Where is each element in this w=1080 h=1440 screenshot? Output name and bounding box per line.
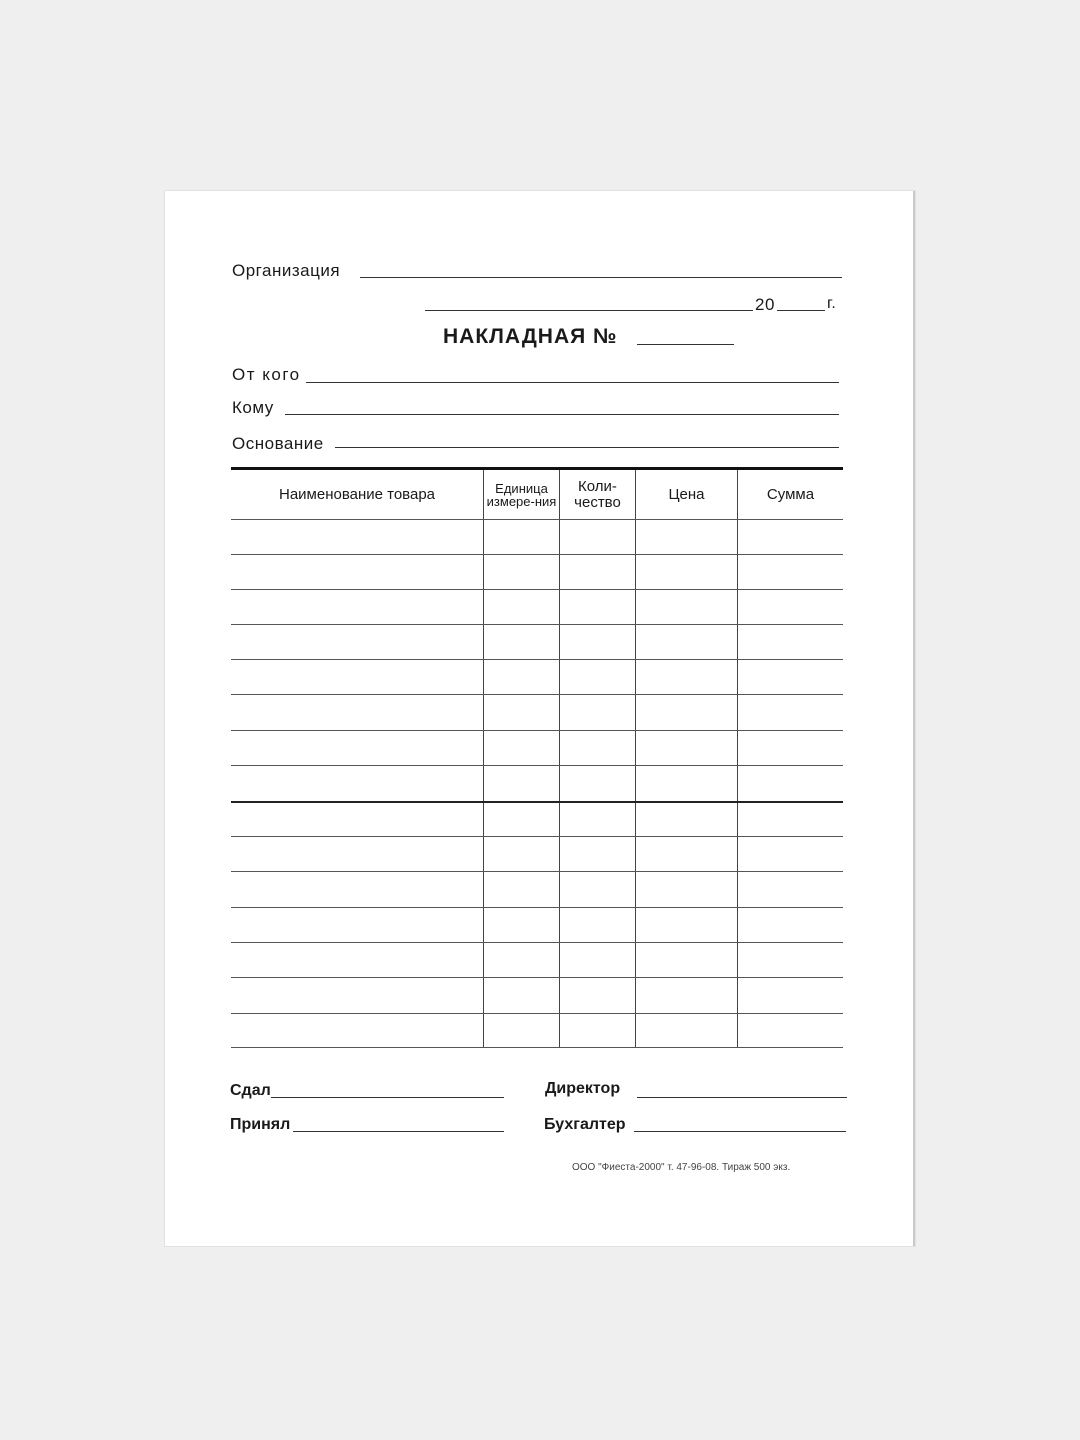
column-header-quantity: Коли-чество xyxy=(574,478,621,511)
column-divider xyxy=(483,470,484,1048)
goods-table xyxy=(231,467,843,1049)
table-row[interactable] xyxy=(231,977,843,978)
column-divider xyxy=(559,470,560,1048)
table-row[interactable] xyxy=(231,942,843,943)
table-row[interactable] xyxy=(231,659,843,660)
column-header-unit: Единица измере-ния xyxy=(486,481,557,509)
column-divider xyxy=(737,470,738,1048)
table-row[interactable] xyxy=(231,907,843,908)
column-header-sum: Сумма xyxy=(766,486,815,503)
header-bottom-rule xyxy=(231,519,843,520)
table-row[interactable] xyxy=(231,730,843,731)
year-suffix: г. xyxy=(827,295,837,312)
year-field[interactable] xyxy=(777,310,825,311)
accountant-signature-field[interactable] xyxy=(634,1131,846,1132)
organization-label: Организация xyxy=(232,261,341,280)
received-label: Принял xyxy=(230,1116,291,1133)
column-header-price: Цена xyxy=(668,486,705,503)
table-row[interactable] xyxy=(231,554,843,555)
accountant-label: Бухгалтер xyxy=(544,1116,626,1133)
table-row[interactable] xyxy=(231,694,843,695)
director-signature-field[interactable] xyxy=(637,1097,847,1098)
basis-label: Основание xyxy=(232,434,324,453)
date-day-month-field[interactable] xyxy=(425,310,753,311)
handed-over-signature-field[interactable] xyxy=(271,1097,504,1098)
received-signature-field[interactable] xyxy=(293,1131,504,1132)
to-field[interactable] xyxy=(285,414,839,415)
table-row[interactable] xyxy=(231,624,843,625)
invoice-form-sheet xyxy=(165,191,915,1246)
table-row[interactable] xyxy=(231,765,843,766)
basis-field[interactable] xyxy=(335,447,839,448)
handed-over-label: Сдал xyxy=(230,1082,271,1099)
table-row[interactable] xyxy=(231,1013,843,1014)
from-label: От кого xyxy=(232,365,301,384)
director-label: Директор xyxy=(545,1080,621,1097)
table-row[interactable] xyxy=(231,871,843,872)
table-row[interactable] xyxy=(231,801,843,803)
document-title: НАКЛАДНАЯ № xyxy=(443,325,618,348)
printer-imprint: ООО "Фиеста-2000" т. 47-96-08. Тираж 500 экз. xyxy=(572,1162,791,1173)
from-field[interactable] xyxy=(306,382,839,383)
year-prefix: 20 xyxy=(755,295,775,314)
organization-field[interactable] xyxy=(360,277,842,278)
column-divider xyxy=(635,470,636,1048)
table-row[interactable] xyxy=(231,1047,843,1048)
invoice-number-field[interactable] xyxy=(637,344,734,345)
table-row[interactable] xyxy=(231,589,843,590)
to-label: Кому xyxy=(232,398,274,417)
table-row[interactable] xyxy=(231,836,843,837)
column-header-name: Наименование товара xyxy=(278,486,436,503)
